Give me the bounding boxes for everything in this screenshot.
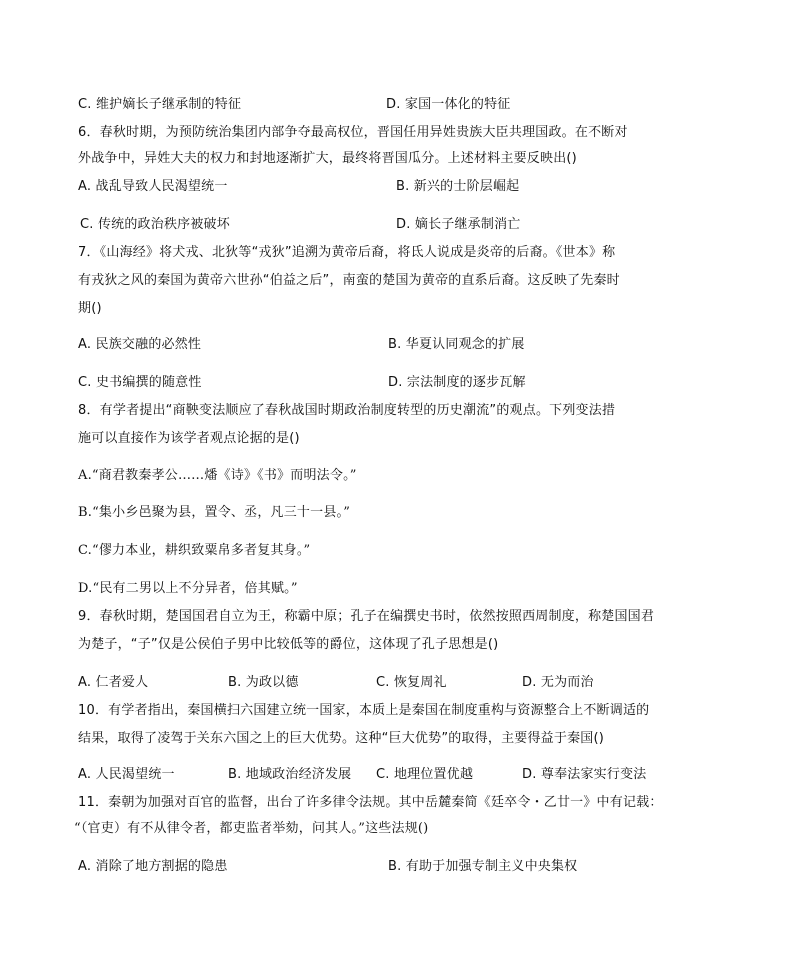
q11-option-b: B. 有助于加强专制主义中央集权 [388,859,578,874]
q7-stem-line2: 有戎狄之风的秦国为黄帝六世孙“伯益之后”，南蛮的楚国为黄帝的直系后裔。这反映了先秦时 [78,273,620,288]
q8-option-d: D.“民有二男以上不分异者，倍其赋。” [78,581,298,596]
q10-option-c: C. 地理位置优越 [376,767,474,782]
q9-stem-line2: 为楚子，“子”仅是公侯伯子男中比较低等的爵位，这体现了孔子思想是() [78,637,499,652]
q6-option-b: B. 新兴的士阶层崛起 [396,179,520,194]
q6-option-a: A. 战乱导致人民渴望统一 [78,179,228,194]
q6-option-d: D. 嫡长子继承制消亡 [396,217,521,232]
q10-option-b: B. 地域政治经济发展 [228,767,352,782]
q6-stem-line1: 6．春秋时期，为预防统治集团内部争夺最高权位，晋国任用异姓贵族大臣共理国政。在不断对 [78,125,628,140]
q11-stem-line1: 11．秦朝为加强对百官的监督，出台了许多律令法规。其中岳麓秦简《廷卒令・乙廿一》中有记载： [78,795,663,810]
q8-stem-line2: 施可以直接作为该学者观点论据的是() [78,431,300,446]
q8-option-c: C.“僇力本业，耕织致粟帛多者复其身。” [78,543,311,558]
q7-stem-line3: 期() [78,301,102,316]
q10-option-d: D. 尊奉法家实行变法 [522,767,647,782]
q11-option-a: A. 消除了地方割据的隐患 [78,859,228,874]
q7-stem-line1: 7．《山海经》将犬戎、北狄等“戎狄”追溯为黄帝后裔，将氐人说成是炎帝的后裔。《世本》称 [78,245,616,260]
q9-option-a: A. 仁者爱人 [78,675,149,690]
q6-option-c: C. 传统的政治秩序被破坏 [80,217,230,232]
q10-option-a: A. 人民渴望统一 [78,767,175,782]
q7-option-d: D. 宗法制度的逐步瓦解 [388,375,526,390]
q8-option-a: A.“商君教秦孝公……燔《诗》《书》而明法令。” [78,468,357,483]
q11-stem-line2: “（官吏）有不从律令者，都吏监者举劾，问其人。”这些法规() [74,821,429,836]
q9-option-c: C. 恢复周礼 [376,675,447,690]
q5-option-c: C. 维护嫡长子继承制的特征 [78,97,242,112]
q7-option-b: B. 华夏认同观念的扩展 [388,337,525,352]
q7-option-a: A. 民族交融的必然性 [78,337,202,352]
q5-option-d: D. 家国一体化的特征 [386,97,511,112]
q7-option-c: C. 史书编撰的随意性 [78,375,202,390]
q8-stem-line1: 8．有学者提出“商鞅变法顺应了春秋战国时期政治制度转型的历史潮流”的观点。下列变法措 [78,403,616,418]
q9-stem-line1: 9．春秋时期，楚国国君自立为王，称霸中原；孔子在编撰史书时，依然按照西周制度，称楚国国君 [78,609,655,624]
q6-stem-line2: 外战争中，异姓大夫的权力和封地逐渐扩大，最终将晋国瓜分。上述材料主要反映出() [78,151,577,166]
q10-stem-line2: 结果，取得了凌驾于关东六国之上的巨大优势。这种“巨大优势”的取得，主要得益于秦国() [78,731,605,746]
q8-option-b: B.“集小乡邑聚为县，置令、丞，凡三十一县。” [78,505,351,520]
q10-stem-line1: 10．有学者指出，秦国横扫六国建立统一国家，本质上是秦国在制度重构与资源整合上不断调适的 [78,703,650,718]
q9-option-b: B. 为政以德 [228,675,299,690]
q9-option-d: D. 无为而治 [522,675,594,690]
